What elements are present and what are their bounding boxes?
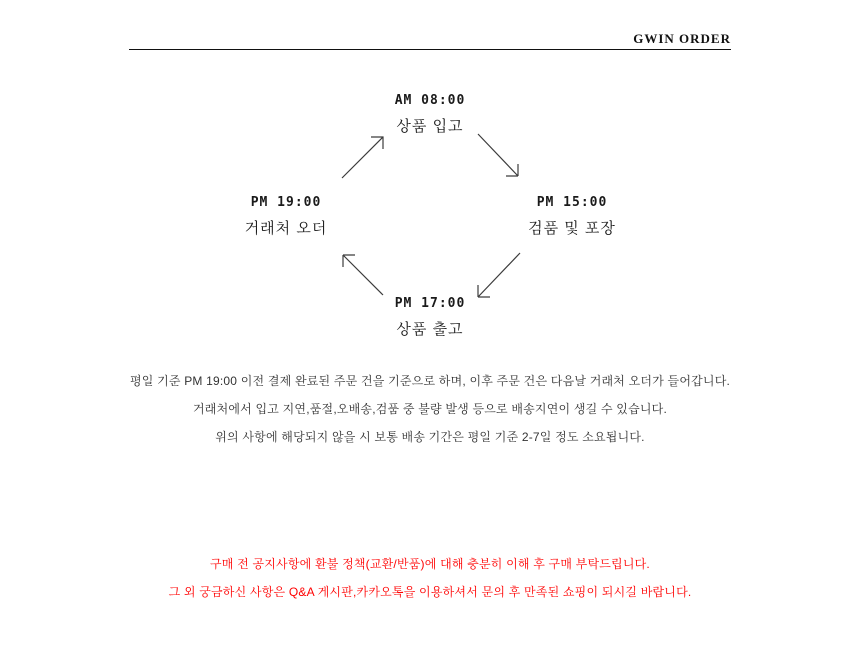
node-label: 상품 출고 bbox=[396, 321, 464, 338]
arrow-down-right-icon bbox=[478, 134, 518, 176]
cycle-arrows bbox=[330, 125, 535, 310]
arrow-up-left-icon bbox=[343, 255, 383, 295]
purchase-warning-line: 그 외 궁금하신 사항은 Q&A 게시판,카카오톡을 이용하셔서 문의 후 만족된 쇼핑이 되시길 바랍니다. bbox=[168, 585, 692, 599]
node-time: PM 17:00 bbox=[394, 296, 466, 311]
arrow-up-right-icon bbox=[342, 137, 383, 178]
arrow-down-left-icon bbox=[478, 253, 520, 297]
shipping-note-line: 평일 기준 PM 19:00 이전 결제 완료된 주문 건을 기준으로 하며, 이후 주문 건은 다음날 거래처 오더가 들어갑니다. bbox=[129, 374, 731, 388]
purchase-warning-line: 구매 전 공지사항에 환불 정책(교환/반품)에 대해 충분히 이해 후 구매 부탁드립니다. bbox=[210, 557, 650, 571]
node-label: 상품 입고 bbox=[396, 118, 464, 135]
node-time: AM 08:00 bbox=[394, 93, 466, 108]
page-title: GWIN ORDER bbox=[633, 31, 731, 46]
shipping-note-line: 거래처에서 입고 지연,품절,오배송,검품 중 불량 발생 등으로 배송지연이 생길 수 있습니다. bbox=[193, 402, 667, 416]
node-label: 검품 및 포장 bbox=[528, 220, 616, 237]
shipping-note-line: 위의 사항에 해당되지 않을 시 보통 배송 기간은 평일 기준 2-7일 정도 소요됩니다. bbox=[215, 430, 645, 444]
shipping-notes bbox=[0, 367, 860, 451]
node-time: PM 15:00 bbox=[536, 195, 608, 210]
node-time: PM 19:00 bbox=[250, 195, 322, 210]
node-label: 거래처 오더 bbox=[244, 220, 328, 237]
purchase-warnings bbox=[0, 550, 860, 606]
header-rule bbox=[129, 30, 731, 50]
